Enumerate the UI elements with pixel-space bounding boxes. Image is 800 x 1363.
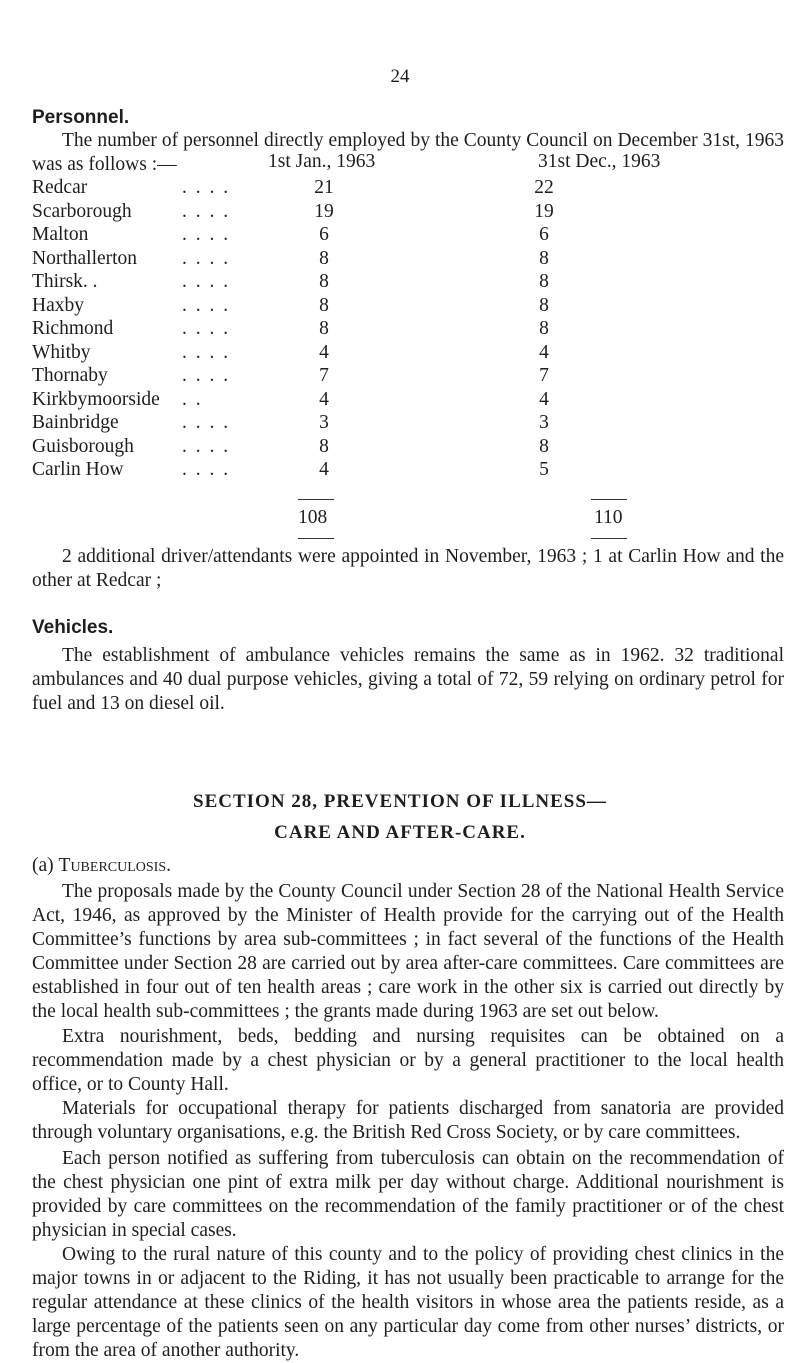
area-name: Whitby: [32, 341, 91, 363]
leader-dots: . . . .: [182, 318, 231, 339]
dec-count: 8: [539, 318, 549, 339]
column-gap: [384, 200, 474, 224]
area-name: Northallerton: [32, 247, 138, 269]
sub-letter: (a): [32, 855, 54, 876]
leader-dots: . . . .: [182, 435, 231, 457]
total-jan: 108: [298, 507, 328, 528]
leader-dots: . . . .: [182, 412, 231, 433]
dec-count: 7: [539, 365, 549, 386]
area-name: Malton: [32, 224, 89, 245]
jan-count: 4: [319, 459, 329, 480]
jan-count: 8: [319, 271, 329, 292]
table-row: [32, 435, 614, 459]
jan-count: 7: [319, 365, 329, 386]
sub-title: Tuberculosis.: [58, 855, 172, 876]
column-header-jan: 1st Jan., 1963: [268, 151, 376, 172]
dec-count: 22: [534, 177, 554, 198]
total-underline-jan: [298, 538, 334, 539]
column-gap: [384, 223, 474, 247]
leader-dots: . . . .: [182, 459, 231, 480]
leader-dots: . . . .: [182, 365, 231, 386]
total-rule-dec: [591, 499, 627, 500]
table-row: [32, 364, 614, 388]
personnel-table: [32, 176, 614, 482]
leader-dots: . . . .: [182, 294, 231, 316]
column-gap: [384, 411, 474, 435]
area-name: Richmond: [32, 318, 114, 339]
leader-dots: . .: [182, 388, 203, 410]
column-gap: [384, 294, 474, 318]
total-dec: 110: [594, 507, 623, 528]
jan-count: 8: [319, 435, 329, 457]
dec-count: 19: [534, 200, 554, 222]
column-gap: [384, 341, 474, 365]
dec-count: 8: [539, 247, 549, 269]
area-name: Thirsk. .: [32, 271, 98, 292]
dec-count: 6: [539, 224, 549, 245]
table-row: [32, 247, 614, 271]
vehicles-text: The establishment of ambulance vehicles remains the same as in 1962. 32 traditional ambulances and 40 dual purpose vehicles, giving a total of 72, 59 relying on ordinary petrol for fuel and 13 on diesel oil.: [32, 645, 784, 714]
column-gap: [384, 364, 474, 388]
dec-count: 4: [539, 341, 549, 363]
jan-count: 8: [319, 318, 329, 339]
area-name: Haxby: [32, 294, 84, 316]
personnel-heading: Personnel.: [32, 107, 130, 128]
dec-count: 3: [539, 412, 549, 433]
jan-count: 19: [314, 200, 334, 222]
jan-count: 3: [319, 412, 329, 433]
leader-dots: . . . .: [182, 224, 231, 245]
section-title-line2: CARE AND AFTER-CARE.: [274, 822, 526, 843]
jan-count: 8: [319, 247, 329, 269]
page-number: 24: [390, 66, 410, 87]
area-name: Bainbridge: [32, 412, 119, 433]
table-row: [32, 458, 614, 482]
column-gap: [384, 247, 474, 271]
dec-count: 8: [539, 271, 549, 292]
table-row: [32, 270, 614, 294]
table-row: [32, 200, 614, 224]
table-row: [32, 176, 614, 200]
table-row: [32, 341, 614, 365]
personnel-note: 2 additional driver/attendants were appointed in November, 1963 ; 1 at Carlin How and the other at Redcar ;: [32, 546, 784, 591]
leader-dots: . . . .: [182, 200, 231, 222]
section-title-line1: SECTION 28, PREVENTION OF ILLNESS—: [193, 791, 607, 812]
column-gap: [384, 317, 474, 341]
column-gap: [384, 176, 474, 200]
tuberculosis-subheading: [32, 855, 171, 877]
area-name: Redcar: [32, 177, 88, 198]
leader-dots: . . . .: [182, 247, 231, 269]
area-name: Scarborough: [32, 200, 132, 222]
tb-paragraph-4: Each person notified as suffering from tuberculosis can obtain on the recommendation of the chest physician one pint of extra milk per day without charge. Additional nourishment is provided by care committees on the recommendation of the family practitioner or of the chest physician in special cases.: [32, 1148, 784, 1241]
table-row: [32, 294, 614, 318]
dec-count: 8: [539, 435, 549, 457]
column-gap: [384, 270, 474, 294]
table-row: [32, 317, 614, 341]
leader-dots: . . . .: [182, 177, 231, 198]
tb-paragraph-1: The proposals made by the County Council under Section 28 of the National Health Service Act, 1946, as approved by the Minister of Health provide for the carrying out of the Health Committee’s functions by area sub-committees ; in fact several of the functions of the Health Committee under Section 28 are carried out by area after-care committees. Care committees are established in four out of ten health areas ; care work in the other six is carried out directly by the local health sub-committees ; the grants made during 1963 are set out below.: [32, 881, 784, 1022]
dec-count: 4: [539, 388, 549, 410]
tb-paragraph-3: Materials for occupational therapy for patients discharged from sanatoria are provided through voluntary organisations, e.g. the British Red Cross Society, or by care committees.: [32, 1098, 784, 1143]
jan-count: 8: [319, 294, 329, 316]
total-rule-jan: [298, 499, 334, 500]
table-row: [32, 388, 614, 412]
column-gap: [384, 435, 474, 459]
dec-count: 5: [539, 459, 549, 480]
table-row: [32, 223, 614, 247]
tb-paragraph-5: Owing to the rural nature of this county and to the policy of providing chest clinics in the major towns in or adjacent to the Riding, it has not usually been practicable to arrange for the regular attendance at these clinics of the health visitors in whose area the patients reside, as a large percentage of the patients seen on any particular day come from other nurses’ districts, or from the area of another authority.: [32, 1244, 784, 1361]
leader-dots: . . . .: [182, 271, 231, 292]
column-gap: [384, 388, 474, 412]
personnel-intro: The number of personnel directly employed by the County Council on December 31st, 1963 was as follows :—: [32, 130, 784, 175]
total-underline-dec: [591, 538, 627, 539]
area-name: Thornaby: [32, 365, 108, 386]
area-name: Carlin How: [32, 459, 124, 480]
jan-count: 4: [319, 388, 329, 410]
tb-paragraph-2: Extra nourishment, beds, bedding and nursing requisites can be obtained on a recommendation made by a chest physician or by a general practitioner to the local health office, or to County Hall.: [32, 1026, 784, 1095]
jan-count: 4: [319, 341, 329, 363]
area-name: Guisborough: [32, 435, 134, 457]
leader-dots: . . . .: [182, 341, 231, 363]
jan-count: 6: [319, 224, 329, 245]
column-gap: [384, 458, 474, 482]
area-name: Kirkbymoorside: [32, 388, 160, 410]
jan-count: 21: [314, 177, 334, 198]
vehicles-heading: Vehicles.: [32, 617, 114, 638]
column-header-dec: 31st Dec., 1963: [538, 151, 661, 172]
table-row: [32, 411, 614, 435]
dec-count: 8: [539, 294, 549, 316]
